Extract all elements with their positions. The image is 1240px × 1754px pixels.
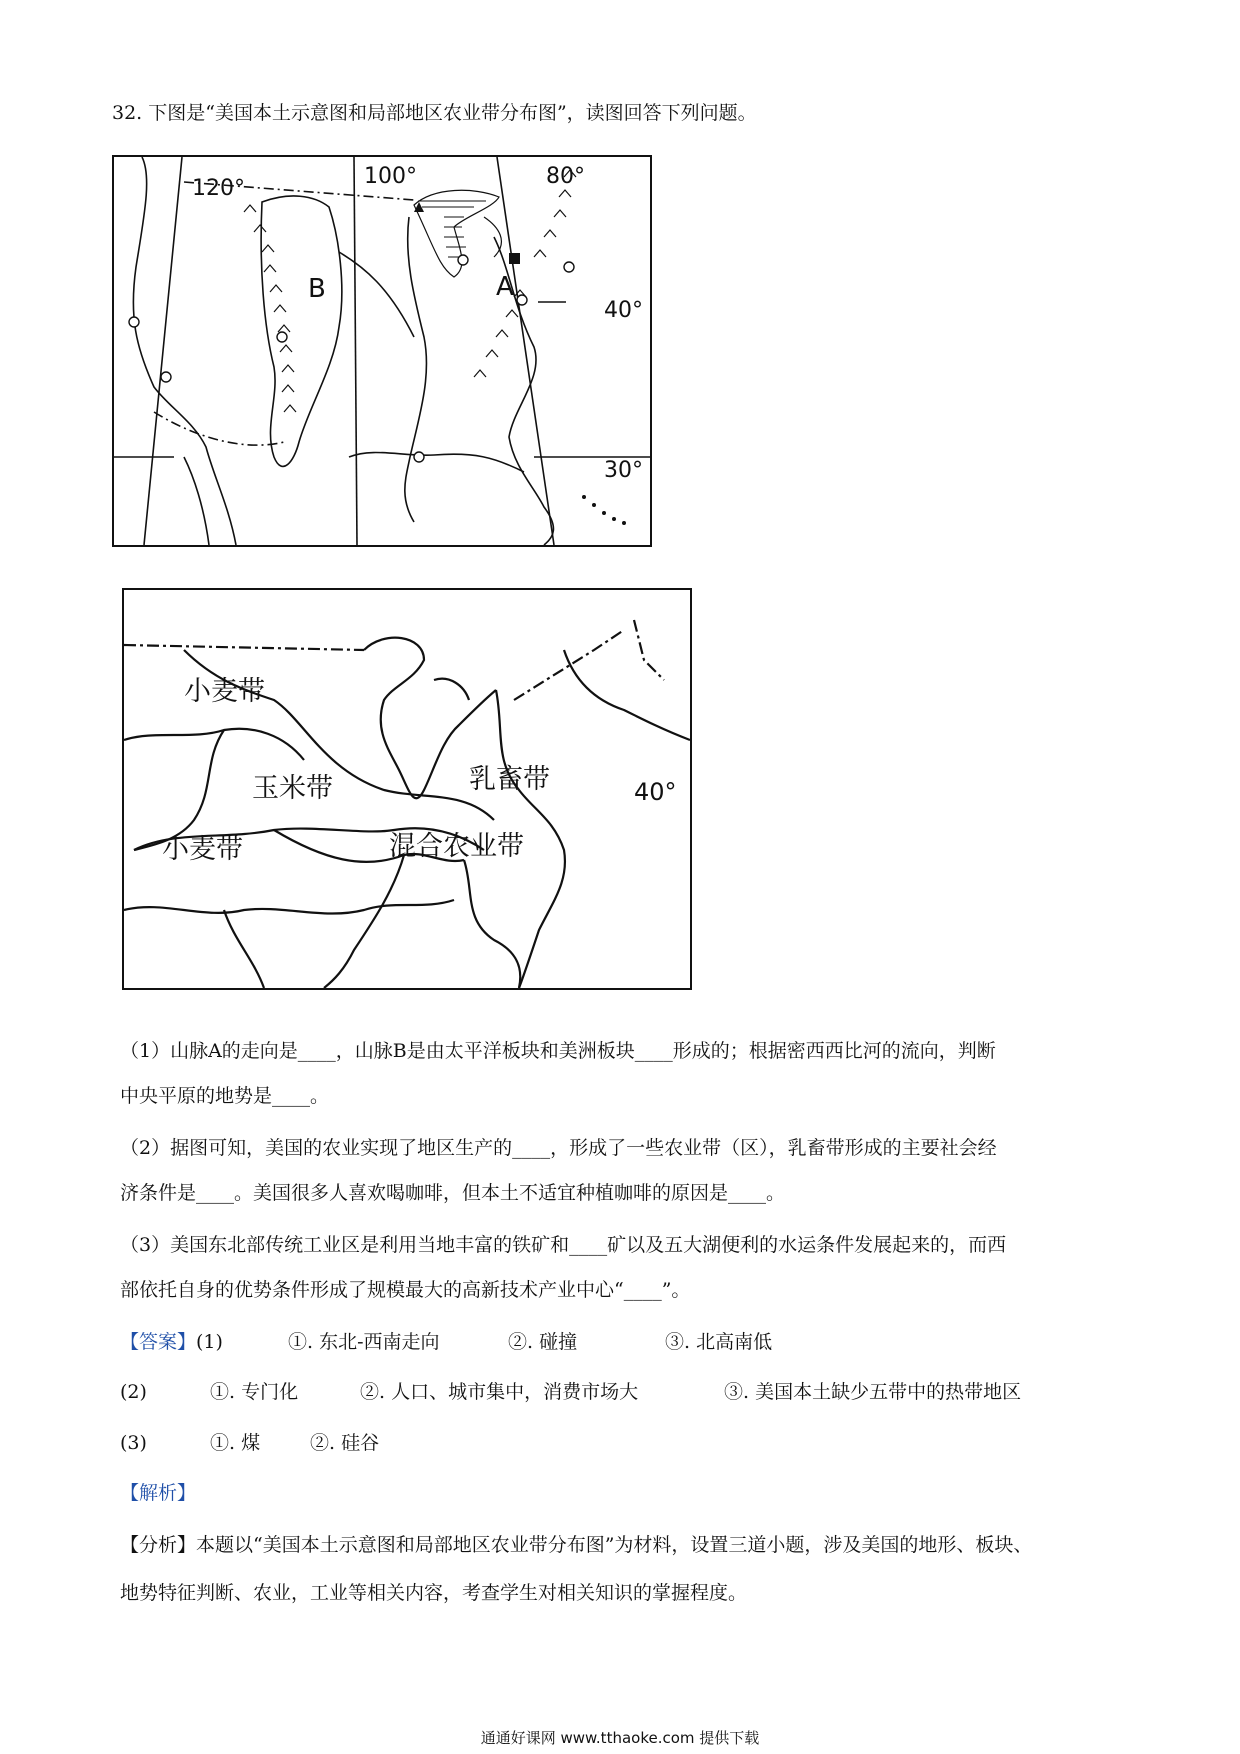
wheat-belt-north-label: 小麦带 (184, 676, 265, 707)
mixed-farming-belt-label: 混合农业带 (389, 831, 524, 862)
lat-40-label: 40° (604, 298, 643, 323)
sub-question-2-line-2: 济条件是____。美国很多人喜欢喝咖啡，但本土不适宜种植咖啡的原因是____。 (120, 1182, 786, 1204)
answer-3-b: ②. 硅谷 (310, 1432, 380, 1454)
mountain-b-label: B (308, 274, 326, 304)
page-footer: 通通好课网 www.tthaoke.com 提供下载 (480, 1729, 760, 1747)
agri-belt-map-figure (122, 588, 692, 990)
answer-1-c: ③. 北高南低 (665, 1331, 773, 1353)
lat-30-label: 30° (604, 458, 643, 483)
answer-2-a: ①. 专门化 (210, 1381, 299, 1403)
sub-question-1-line-1: （1）山脉A的走向是____，山脉B是由太平洋板块和美洲板块____形成的；根据密西西比河的流向，判断 (120, 1040, 996, 1062)
corn-belt-label: 玉米带 (252, 773, 333, 804)
answer-row-1 (120, 1327, 1130, 1357)
answer-row-2-num: (2) (120, 1381, 147, 1403)
answer-3-a: ①. 煤 (210, 1432, 261, 1454)
question-title: 32. 下图是“美国本土示意图和局部地区农业带分布图”，读图回答下列问题。 (112, 102, 757, 124)
answer-row-3 (120, 1428, 1130, 1458)
sub-question-3-line-1: （3）美国东北部传统工业区是利用当地丰富的铁矿和____矿以及五大湖便利的水运条件发展起来的，而西 (120, 1234, 1007, 1256)
answer-row-2 (120, 1377, 1130, 1407)
answer-2-b: ②. 人口、城市集中，消费市场大 (360, 1381, 639, 1403)
mountain-a-label: A (496, 272, 514, 302)
analysis-tag: 【解析】 (120, 1482, 197, 1504)
us-map-svg (114, 157, 650, 545)
lon-100-label: 100° (364, 164, 417, 189)
answer-1-b: ②. 碰撞 (508, 1331, 578, 1353)
lat-40-label-map2: 40° (634, 778, 677, 806)
analysis-line-1: 【分析】本题以“美国本土示意图和局部地区农业带分布图”为材料，设置三道小题，涉及美国的地形、板块、 (120, 1534, 1033, 1556)
dairy-belt-label: 乳畜带 (469, 764, 550, 795)
answer-1-a: ①. 东北-西南走向 (288, 1331, 440, 1353)
answer-row-1-num: (1) (196, 1331, 223, 1353)
agri-belt-map-svg (124, 590, 690, 988)
us-map-figure (112, 155, 652, 547)
sub-question-1-line-2: 中央平原的地势是____。 (120, 1085, 330, 1107)
sub-question-3-line-2: 部依托自身的优势条件形成了规模最大的高新技术产业中心“____”。 (120, 1279, 691, 1301)
wheat-belt-south-label: 小麦带 (162, 834, 243, 865)
answer-tag: 【答案】 (120, 1331, 197, 1353)
answer-row-3-num: (3) (120, 1432, 147, 1454)
sub-question-2-line-1: （2）据图可知，美国的农业实现了地区生产的____，形成了一些农业带（区），乳畜带形成的主要社会经 (120, 1137, 997, 1159)
answer-2-c: ③. 美国本土缺少五带中的热带地区 (724, 1381, 1022, 1403)
lon-80-label: 80° (546, 164, 585, 189)
analysis-line-2: 地势特征判断、农业，工业等相关内容，考查学生对相关知识的掌握程度。 (120, 1582, 748, 1604)
lon-120-label: 120° (192, 176, 245, 201)
